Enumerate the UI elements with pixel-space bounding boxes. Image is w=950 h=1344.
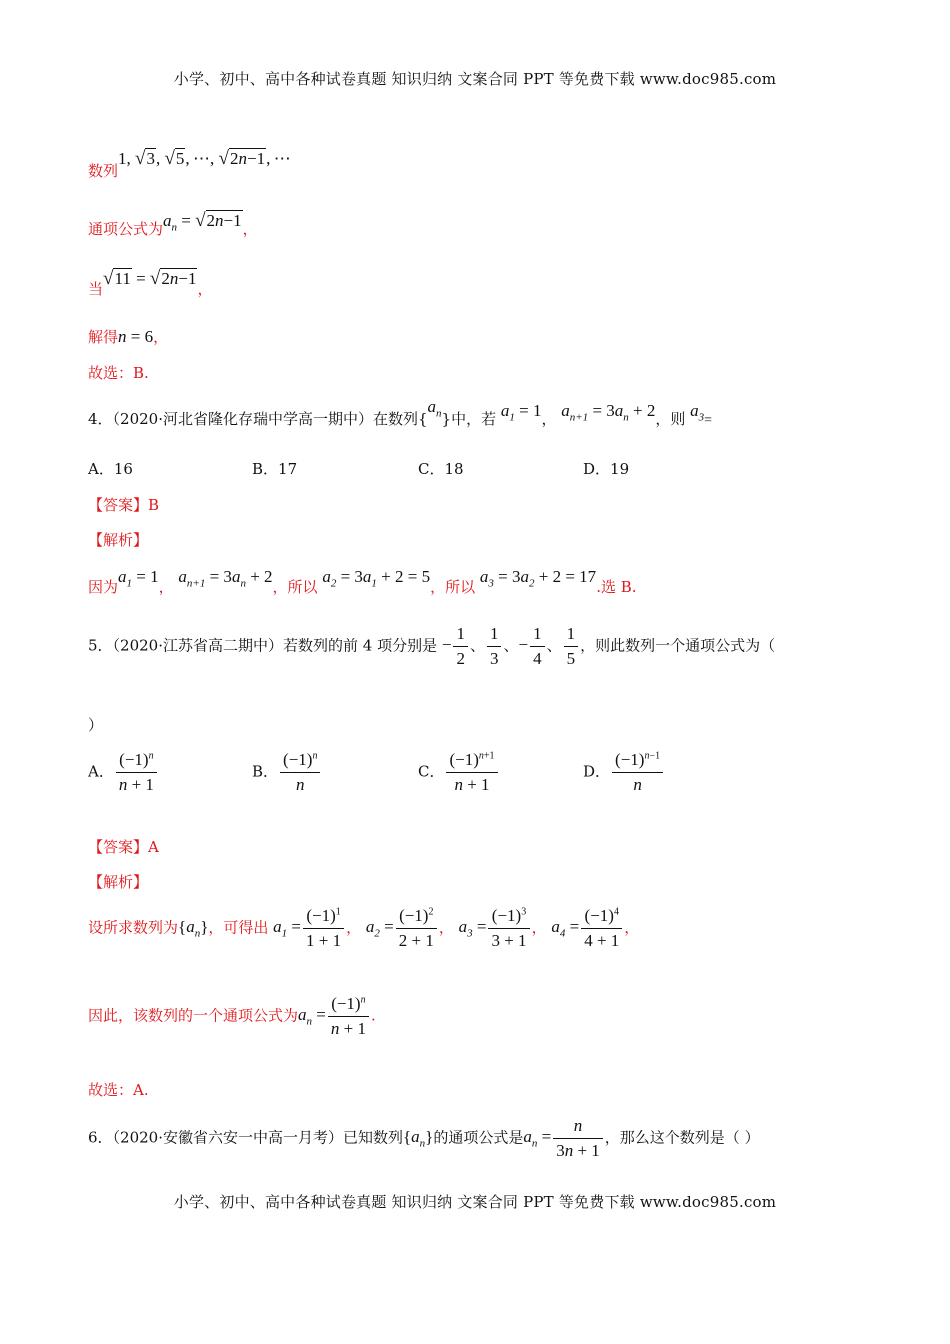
sol3-line2: 通项公式为$a_n = √2n-1$， bbox=[88, 210, 258, 238]
q4-option-d: D．19 bbox=[583, 460, 630, 478]
solution-n: n = 6 bbox=[118, 327, 154, 346]
sol3-line3: 当√11 = √2n−1， bbox=[88, 268, 213, 298]
sol3-line1 bbox=[88, 148, 291, 180]
general-term-formula: $a_n = √2n-1$ bbox=[163, 210, 242, 234]
q4-answer: 【答案】B bbox=[88, 496, 160, 514]
q4-explanation: 因为$a_1 = 1$， $a_{n+1} = 3a_n + 2$，所以 $a_2 = 3a_1 + 2 = 5$，所以 $a_3 = 3a_2 + 2 = 17$.选 B. bbox=[88, 567, 637, 596]
q5-analysis-label: 【解析】 bbox=[88, 873, 149, 891]
sequence-expression: 1, √3, √5, ⋯, √2n−1, ⋯ bbox=[118, 148, 291, 169]
q5-answer: 【答案】A bbox=[88, 838, 159, 856]
page-footer: 小学、初中、高中各种试卷真题 知识归纳 文案合同 PPT 等免费下载 www.doc985.com bbox=[173, 1193, 777, 1211]
sol3-prefix-2: 通项公式为 bbox=[88, 220, 164, 238]
q4-analysis-label: 【解析】 bbox=[88, 531, 149, 549]
q5-option-a: A． $\frac{(-1)^n}{n + 1}$ bbox=[88, 750, 159, 795]
q5-stem-close: ） bbox=[88, 716, 104, 734]
q4-option-a: A．16 bbox=[88, 460, 133, 478]
q4-a1: $a_1 = 1$ bbox=[500, 401, 542, 424]
q5-choice: 故选：A. bbox=[88, 1081, 149, 1099]
q4-stem: 4．（2020·河北省隆化存瑞中学高一期中）在数列$\{a_n\}$中，若 $a_1 = 1$， $a_{n+1} = 3a_n + 2$，则 $a_3=$ bbox=[88, 397, 713, 428]
equation-sqrt11: √11 = √2n−1 bbox=[103, 268, 197, 289]
sol3-prefix-3: 当 bbox=[88, 280, 104, 298]
q4-option-c: C．18 bbox=[418, 460, 464, 478]
sol3-line4: 解得n = 6， bbox=[88, 327, 169, 346]
q4-recurrence: $a_{n+1} = 3a_n + 2$ bbox=[561, 401, 656, 424]
sol3-choice: 故选：B. bbox=[88, 364, 149, 382]
q5-exp-conclusion: 因此，该数列的一个通项公式为$a_n$ = $\frac{(-1)^n}{n + 1}$ . bbox=[88, 994, 376, 1038]
q5-option-c: C． $\frac{(-1)^{n+1}}{n + 1}$ bbox=[418, 750, 500, 795]
q6-stem: 6．（2020·安徽省六安一中高一月考）已知数列$\{a_n\}$的通项公式是$a_n$ = $\frac{n}{3n + 1}$ ，那么这个数列是（ ） bbox=[88, 1116, 760, 1160]
q4-a3: $a_3$ bbox=[690, 401, 705, 424]
q5-option-d: D． $\frac{(-1)^{n-1}}{n}$ bbox=[583, 750, 665, 795]
q5-option-b: B． $\frac{(-1)^n}{n}$ bbox=[252, 750, 322, 795]
q5-exp-terms: 设所求数列为$\{a_n\}$，可得出 $a_1$ = $\frac{(-1)^1}{1 + 1}$ ， $a_2$ = $\frac{(-1)^2}{2 + 1}$ ， $a_3$ = $\frac{(-1)^3}{3 + 1}$ ， $a_4$ = $\frac{(-1)^4}{4 + 1}$ ， bbox=[88, 906, 640, 950]
q5-stem: 5．（2020·江苏省高二期中）若数列的前 4 项分别是 − $\frac{1}{2}$ 、 $\frac{1}{3}$ 、− $\frac{1}{4}$ 、 $\frac{1}{5}$ ，则此数列一个通项公式为（ bbox=[88, 624, 776, 668]
q4-option-b: B．17 bbox=[252, 460, 298, 478]
page-header: 小学、初中、高中各种试卷真题 知识归纳 文案合同 PPT 等免费下载 www.doc985.com bbox=[173, 70, 777, 88]
sol3-prefix-1: 数列 bbox=[88, 162, 119, 180]
